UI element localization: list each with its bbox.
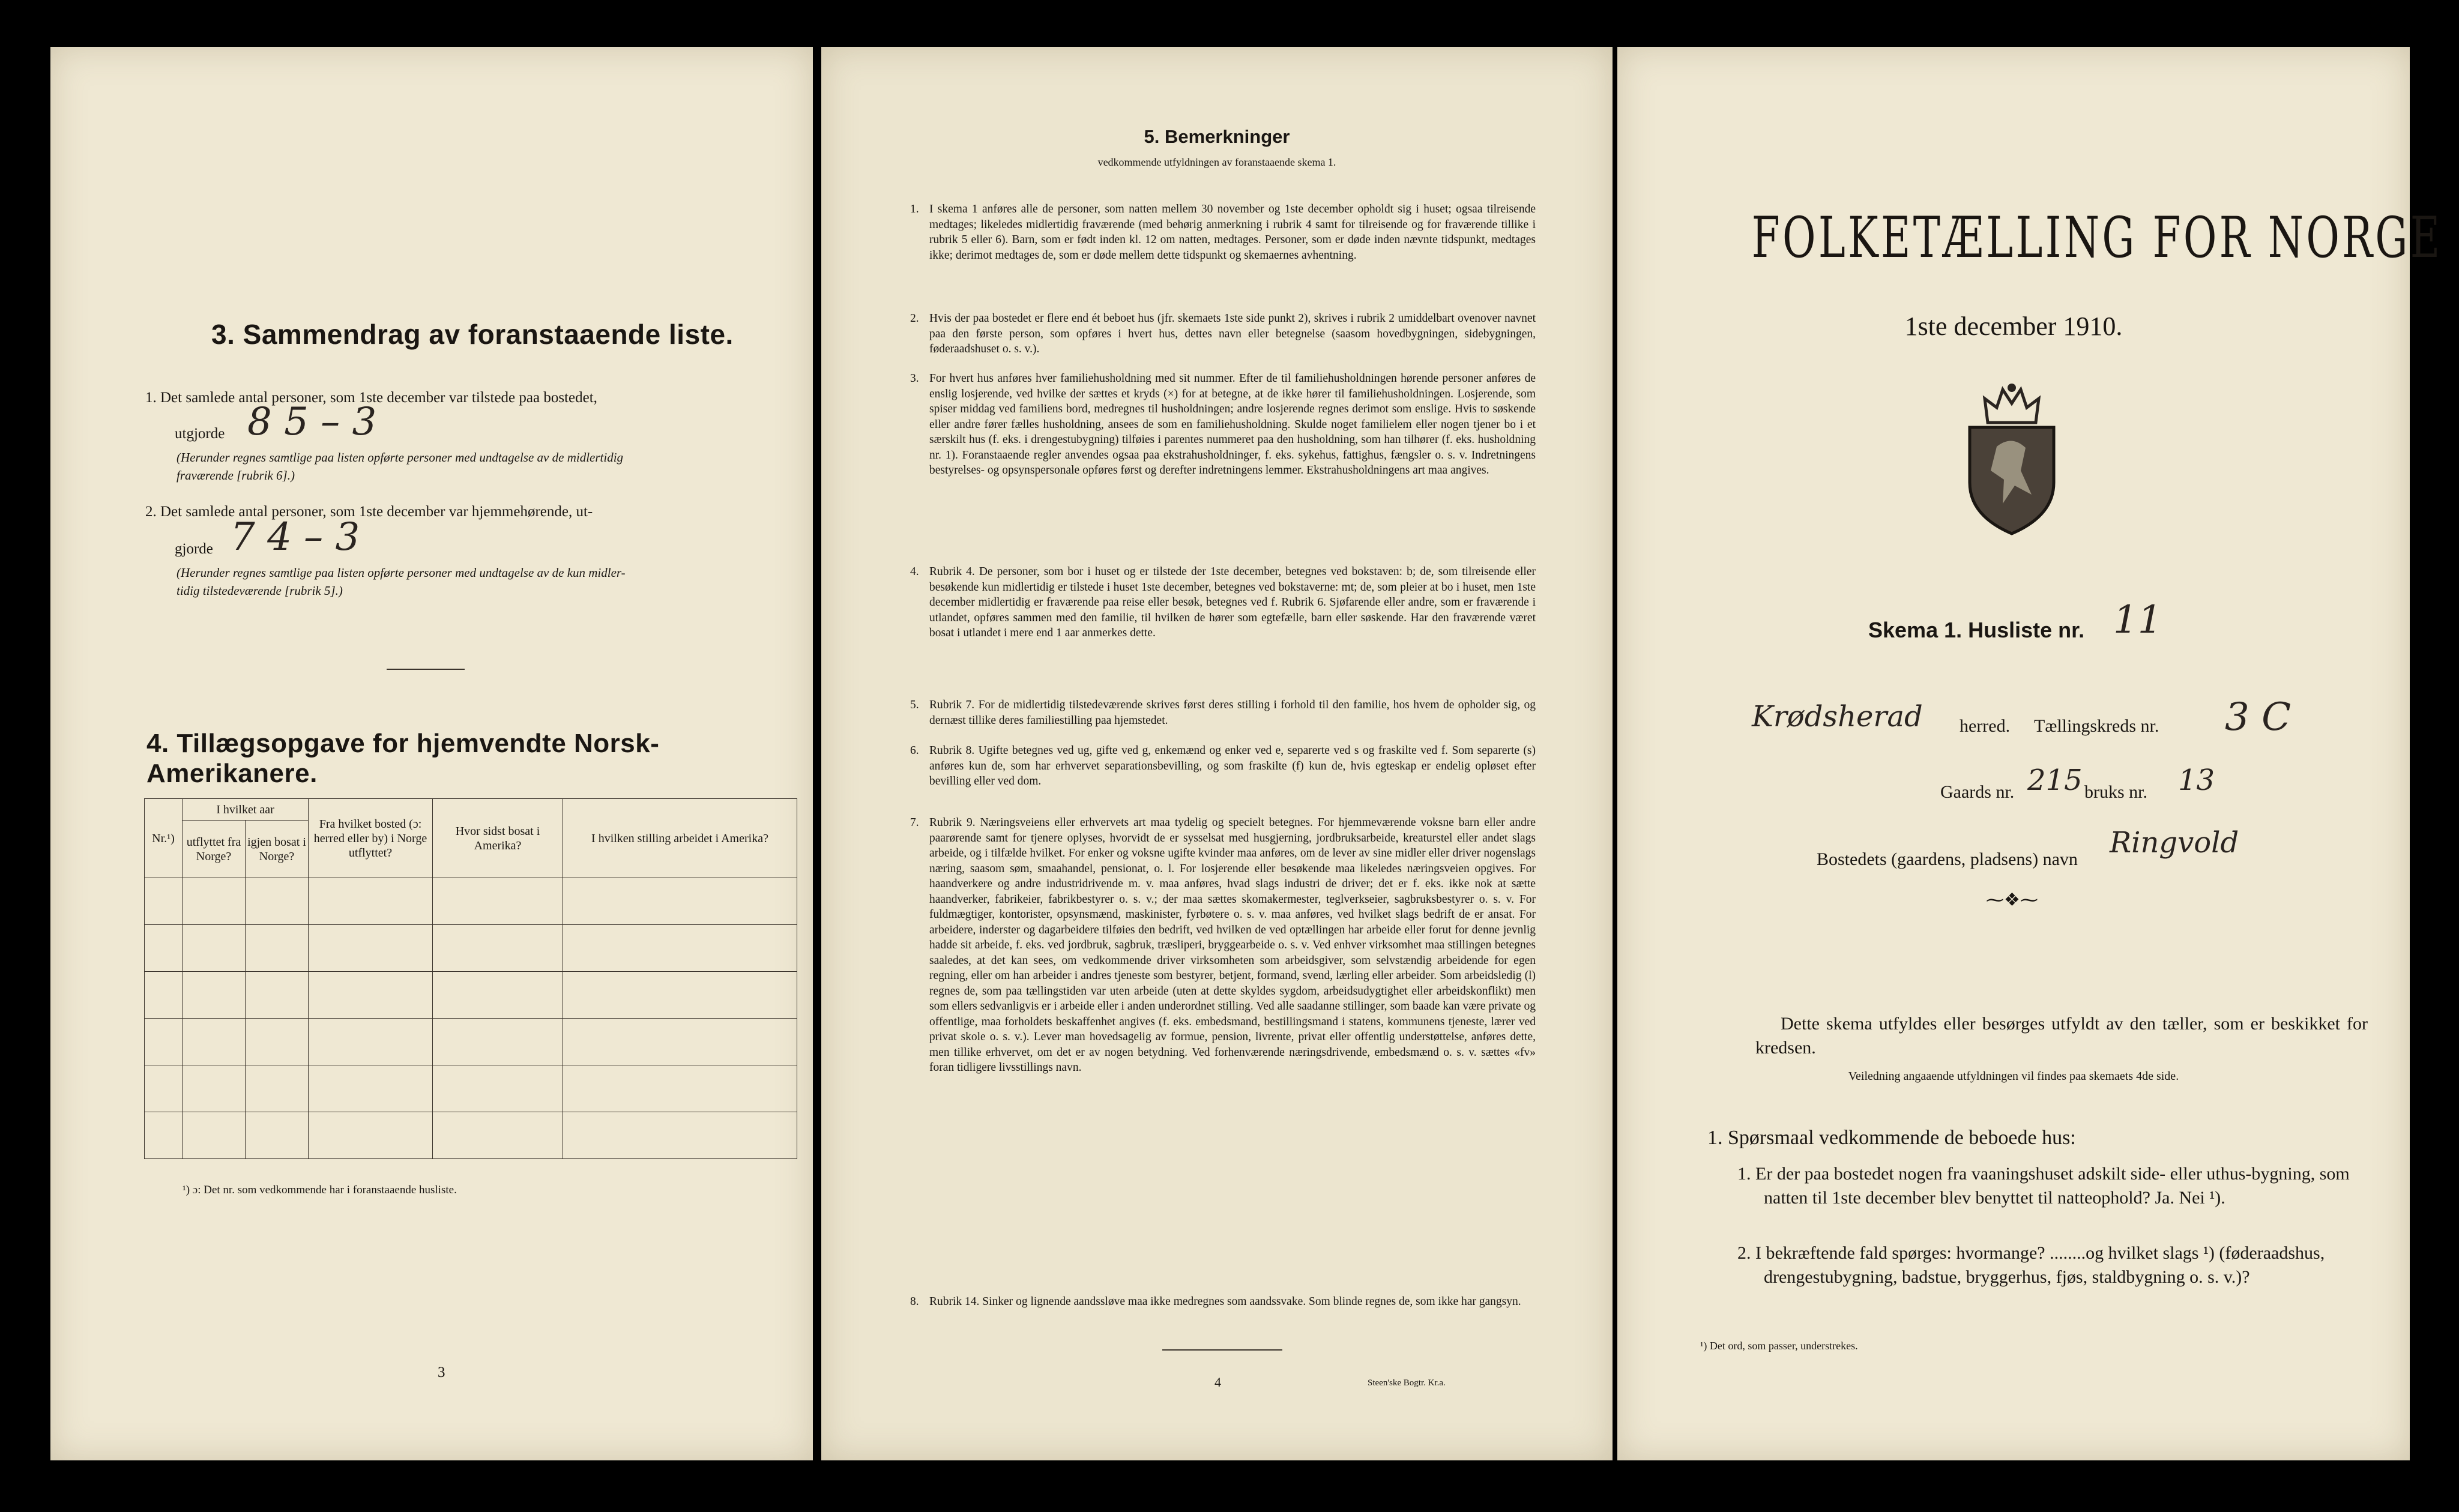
remark-4: Rubrik 4. De personer, som bor i huset og er tilstede der 1ste december, betegnes ved bokstaven: b; de, som tilreisende eller besøkende kun midlertidig er tilstede i huset 1ste december, betegnes ved bokstaverne: mt; de, som pleier at bo i huset, men 1ste december midlertidig er fraværende paa reise eller besøk, betegnes ved f. Rubrik 6. Sjøfarende eller andre, som er fraværende i utlandet, opføres sammen med den familie, til hvilken de hører som egtefælle, barn eller søskende. Har den fraværende været bosat i utlandet i mere end 1 aar anmerkes dette. [929,565,1536,639]
table-row [145,1019,797,1065]
form-title: FOLKETÆLLING FOR NORGE [1751,205,2443,271]
item2-label: gjorde [175,541,213,557]
intro-text: Dette skema utfyldes eller besørges utfyldt av den tæller, som er beskikket for kredsen. [1755,1014,2368,1058]
coat-of-arms-icon [1955,381,2069,537]
table-footnote: ¹) ɔ: Det nr. som vedkommende har i foranstaaende husliste. [183,1184,457,1196]
question-1: 1. Er der paa bostedet nogen fra vaaningshuset adskilt side- eller uthus-bygning, som natten til 1ste december blev benyttet til natteophold? Ja. Nei ¹). [1737,1164,2350,1208]
table-row [145,925,797,972]
item1-note2: fraværende [rubrik 6].) [177,468,295,483]
table-row [145,878,797,925]
remark-8: Rubrik 14. Sinker og lignende aandssløve maa ikke medregnes som aandssvake. Som blinde regnes de, som ikke har gangsyn. [929,1295,1521,1308]
herred-label: herred. [1960,716,2011,736]
remark-5: Rubrik 7. For de midlertidig tilstedeværende skrives først deres stilling i forhold til den familie, hos hvem de opholder sig, og dernæst tillike deres familiestilling paa hjemstedet. [929,699,1536,727]
item1-note1: (Herunder regnes samtlige paa listen opførte personer med undtagelse av de midlertidig [177,450,624,465]
item2-note1: (Herunder regnes samtlige paa listen opførte personer med undtagelse av de kun midler- [177,565,626,580]
gaards-label: Gaards nr. [1940,782,2015,802]
title-wrap [1617,205,2443,271]
bruks-value: 13 [2178,764,2215,797]
item2-handwritten-value: 7 4 – 3 [231,515,360,559]
divider [387,669,465,670]
schema-label: Skema 1. Husliste nr. [1868,618,2085,642]
bosted-value: Ringvold [2110,826,2239,860]
remark-number: 2. [910,312,919,325]
remark-6: Rubrik 8. Ugifte betegnes ved ug, gifte ved g, enkemænd og enker ved e, separerte ved s og fraskilte ved f. Som separerte (s) anføres kun de, som har erhvervet separationsbevilling, og som fraskilte (f) kun de, hvis egteskap er endelig opløset efter bevilling eller ved dom. [929,744,1536,788]
ornament-icon: ⁓❖⁓ [1986,890,2038,910]
col-igjen-bosat: igjen bosat i Norge? [246,821,309,878]
question-2: 2. I bekræftende fald spørges: hvormange? ........og hvilket slags ¹) (føderaadshus, drengestubygning, badstue, bryggerhus, fjøs, staldbygning o. s. v.)? [1737,1243,2325,1287]
col-fra-hvilket-bosted: Fra hvilket bosted (ɔ: herred eller by) i Norge utflyttet? [309,799,433,878]
page-number: 4 [1214,1375,1221,1390]
remark-number: 5. [910,699,919,711]
remark-2: Hvis der paa bostedet er flere end ét beboet hus (jfr. skemaets 1ste side punkt 2), skrives i rubrik 2 umiddelbart ovenover navnet paa den første person, som opføres i hvert hus, dettes navn eller betegnelse (saasom hovedbygningen, sidebygningen, føderaadshuset o. s. v.). [929,312,1536,355]
remarks-title: 5. Bemerkninger [1144,126,1290,147]
herred-value: Krødsherad [1752,700,1923,733]
col-hvor-sidst-bosat: Hvor sidst bosat i Amerika? [433,799,563,878]
remark-number: 3. [910,372,919,385]
bruks-label: bruks nr. [2084,782,2147,802]
remark-7: Rubrik 9. Næringsveiens eller erhvervets art maa tydelig og specielt betegnes. For hjemmeværende voksne barn eller andre paarørende samt for tjenere oplyses, hvorvidt de er sysselsat med husgjerning, jordbruksarbeide, kreaturstel eller andet slags arbeide, og i tilfælde hvilket. For enker og voksne ugifte kvinder maa anføres, om de lever av sine midler eller driver nogenslags næring, saasom søm, smaahandel, pensionat, o. l. For losjerende eller besøkende maa likeledes næringsveien opgives. For haandverkere og andre industridrivende m. v. maa anføres, hvad slags industri de driver; det er f. eks. ikke nok at sætte haandverker, fabrikeier, fabrikbestyrer o. s. v.; der maa sættes skomakermester, teglverkseier, sagbruksbestyrer o. s. v. For fuldmægtiger, kontorister, opsynsmænd, maskinister, fyrbøtere o. s. v. maa anføres, ved hvilket slags bedrift de er ansat. For arbeidere, inderster og dagarbeidere tilføies den bedrift, ved hvilken de ved optællingen har arbeide eller forut for denne jevnlig hadde sit arbeide, f. eks. ved jordbruk, sagbruk, træsliperi, bryggearbeide o. s. v. Ved enhver virksomhet maa stillingen betegnes saaledes, at det kan sees, om vedkommende driver virksomheten som arbeidsgiver, som selvstændig arbeidende for egen regning, eller om han arbeider i andres tjeneste som bestyrer, betjent, formand, svend, lærling eller arbeider. Som arbeidsledig (l) regnes de, som paa tællingstiden var uten arbeide (uten at dette skyldes sygdom, arbeidsudygtighet eller arbeidskonflikt) men som ellers sedvanligvis er i arbeide eller i anden underordnet stilling. Ved alle saadanne stillinger, som baade kan være private og offentlige, maa forholdets beskaffenhet angives (f. eks. embedsmand, bestillingsmand i statens, kommunens tjeneste, lærer ved privat skole o. s. v.). Lever man hovedsagelig av formue, pension, livrente, privat eller offentlig understøttelse, anføres dette, men tillike erhvervet, om det er av nogen betydning. Ved forhenværende næringsdrivende, embedsmænd o. s. v. sættes «fv» foran tidligere livsstillings navn. [929,816,1536,1074]
husliste-nr-value: 11 [2113,598,2162,642]
right-page [1617,47,2443,1460]
item2-note2: tidig tilstedeværende [rubrik 5].) [177,583,343,598]
remark-number: 8. [910,1295,919,1308]
printer-mark: Steen'ske Bogtr. Kr.a. [1368,1378,1446,1388]
remark-number: 6. [910,744,919,757]
remark-number: 1. [910,203,919,215]
item1-line1: 1. Det samlede antal personer, som 1ste december var tilstede paa bostedet, [145,390,597,406]
divider [1162,1349,1282,1351]
item1-label: utgjorde [175,426,225,442]
page-number: 3 [438,1364,445,1381]
item2-line1: 2. Det samlede antal personer, som 1ste december var hjemmehørende, ut- [145,504,593,520]
form-date: 1ste december 1910. [1904,312,2123,341]
right-footnote: ¹) Det ord, som passer, understrekes. [1700,1340,1858,1352]
table-row [145,1112,797,1159]
kreds-value: 3 C [2225,695,2292,739]
intro-guidance: Veiledning angaaende utfyldningen vil findes paa skemaets 4de side. [1848,1070,2179,1083]
middle-page [821,47,1613,1460]
remark-number: 4. [910,565,919,578]
remark-3: For hvert hus anføres hver familiehusholdning med sit nummer. Efter de til familiehusholdningen hørende personer anføres de enslig losjerende, ved hvilke der sættes et kryds (×) for at betegne, at de ikke hører til familiehusholdningen. Losjerende, som spiser middag ved familiens bord, medregnes til husholdningen; andre losjerende regnes derimot som enslige. Hvis to søskende eller andre fører fælles husholdning, ansees de som en familiehusholdning. Skulde noget familielem eller nogen tjener bo i et særskilt hus (f. eks. i drengestubygning) tilføies i parentes nummeret paa den husholdning, som han tilhører (f. eks. husholdning nr. 1). Foranstaaende regler anvendes ogsaa paa ekstrahusholdninger, f. eks. sykehus, fattighus, fængsler o. s. v. Indretningens bestyrelses- og opsynspersonale opføres først og derefter indretningens lemmer. Ekstrahusholdningens art maa angives. [929,372,1536,477]
remarks-subtitle: vedkommende utfyldningen av foranstaaende skema 1. [1097,156,1336,168]
left-page [50,47,813,1460]
remark-number: 7. [910,816,919,829]
norsk-amerikanere-table [144,798,797,1159]
kreds-label: Tællingskreds nr. [2034,716,2159,736]
table-row [145,1065,797,1112]
item1-handwritten-value: 8 5 – 3 [247,400,377,444]
questions-heading: 1. Spørsmaal vedkommende de beboede hus: [1707,1127,2076,1149]
col-hvilket-aar: I hvilket aar [183,799,309,821]
table-row [145,972,797,1019]
col-utflyttet: utflyttet fra Norge? [183,821,246,878]
gaards-value: 215 [2027,764,2083,797]
section3-title: 3. Sammendrag av foranstaaende liste. [211,319,734,350]
col-stilling: I hvilken stilling arbeidet i Amerika? [563,799,797,878]
remark-1: I skema 1 anføres alle de personer, som natten mellem 30 november og 1ste december opholdt sig i huset; ogsaa tilreisende medtages; likeledes midlertidig fraværende (med behørig anmerkning i rubrik 4 samt for tilreisende og for fraværende tillike i rubrik 5 eller 6). Barn, som er født inden kl. 12 om natten, medtages. Personer, som er døde inden nævnte tidspunkt, medtages ikke; derimot medtages de, som er døde mellem dette tidspunkt og skemaernes avhentning. [929,203,1536,262]
col-nr: Nr.¹) [145,799,183,878]
bosted-label: Bostedets (gaardens, pladsens) navn [1817,849,2078,869]
section4-title: 4. Tillægsopgave for hjemvendte Norsk-Amerikanere. [146,729,660,788]
